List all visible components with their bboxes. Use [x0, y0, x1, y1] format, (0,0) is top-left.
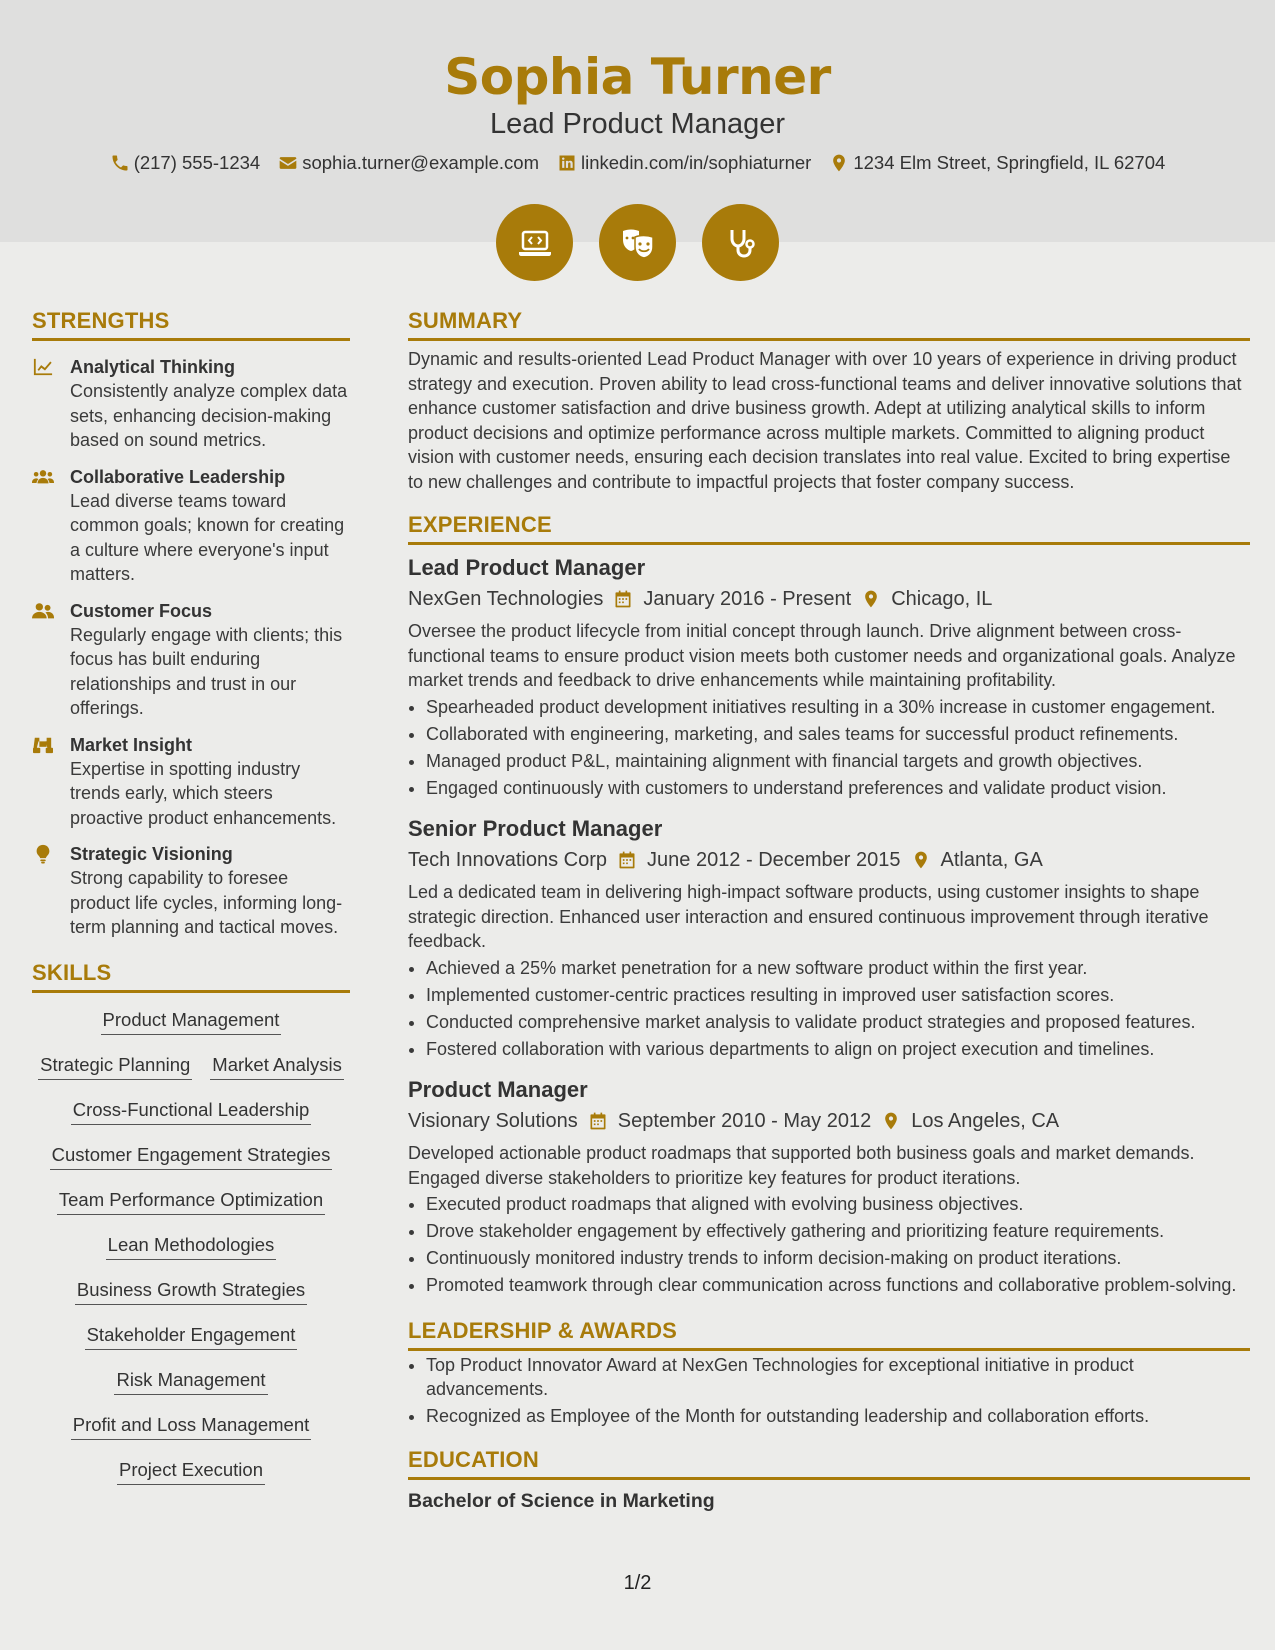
strength-desc: Consistently analyze complex data sets, enhancing decision-making based on sound metrics.	[70, 381, 348, 450]
summary-text: Dynamic and results-oriented Lead Product Manager with over 10 years of experience in driving product strategy and execution. Proven ability to lead cross-functional teams and deliver innovative solutions that enhance customer satisfaction and drive business growth. Adept at utilizing analytical skills to inform product decisions and optimize performance across multiple markets. Committed to aligning product vision with customer needs, ensuring each decision translates into real value. Excited to bring expertise to new challenges and contribute to impactful projects that foster company success.	[408, 349, 1242, 492]
job-description: Developed actionable product roadmaps that supported both business goals and market demands. Engaged diverse stakeholders to prioritize key features for product iterations.	[408, 1143, 1195, 1188]
skill-tag: Customer Engagement Strategies	[50, 1142, 333, 1170]
strength-title: Analytical Thinking	[70, 357, 236, 377]
achievement-item: • Engaged continuously with customers to understand preferences and validate product vision.	[426, 776, 1250, 801]
lightbulb-icon	[32, 844, 54, 864]
envelope-icon	[278, 153, 298, 173]
job-location: Los Angeles, CA	[911, 1109, 1060, 1132]
strength-item	[32, 599, 350, 721]
strength-desc: Lead diverse teams toward common goals; known for creating a culture where everyone's input matters.	[70, 490, 345, 584]
achievement-item: • Drove stakeholder engagement by effectively gathering and prioritizing feature requirements.	[426, 1219, 1250, 1244]
awards-heading: LEADERSHIP & AWARDS	[408, 1318, 1250, 1351]
strength-title: Market Insight	[70, 734, 193, 755]
job-meta	[408, 844, 1250, 876]
strengths-heading: STRENGTHS	[32, 308, 350, 341]
interest-badges	[0, 204, 1275, 281]
page-number: 1/2	[623, 1572, 652, 1594]
strengths-list	[32, 355, 350, 940]
contact-bar	[0, 152, 1275, 174]
job-dates: June 2012 - December 2015	[647, 848, 901, 871]
skill-tag: Stakeholder Engagement	[85, 1322, 298, 1350]
location-pin-icon	[911, 850, 931, 870]
theater-masks-icon	[618, 223, 658, 263]
job-entry	[408, 1075, 1250, 1298]
location-pin-icon	[861, 589, 881, 609]
address-text: 1234 Elm Street, Springfield, IL 62704	[853, 152, 1166, 173]
achievement-item: • Conducted comprehensive market analysis to validate product strategies and proposed features.	[426, 1010, 1250, 1035]
job-dates: January 2016 - Present	[643, 587, 852, 610]
skill-tag: Risk Management	[114, 1367, 267, 1395]
skill-tag: Market Analysis	[210, 1052, 344, 1080]
job-role: Lead Product Manager	[408, 555, 646, 580]
job-role: Product Manager	[408, 1077, 588, 1102]
education-degree: Bachelor of Science in Marketing	[408, 1489, 715, 1512]
award-item: • Top Product Innovator Award at NexGen Technologies for exceptional initiative in product advancements.	[426, 1353, 1250, 1402]
chart-line-icon	[32, 357, 54, 377]
calendar-icon	[617, 850, 637, 870]
job-description: Oversee the product lifecycle from initial concept through launch. Drive alignment between cross-functional teams to ensure product vision meets both customer needs and organizational goals. Analyze market trends and feedback to drive enhancements while maintaining profitability.	[408, 621, 1236, 690]
skill-tag: Lean Methodologies	[106, 1232, 277, 1260]
laptop-code-badge	[496, 204, 573, 281]
achievement-item: • Implemented customer-centric practices resulting in improved user satisfaction scores.	[426, 983, 1250, 1008]
achievement-item: • Managed product P&L, maintaining alignment with financial targets and growth objectives.	[426, 749, 1250, 774]
job-company: Tech Innovations Corp	[408, 848, 608, 871]
phone-text: (217) 555-1234	[133, 152, 261, 173]
job-company: NexGen Technologies	[408, 587, 604, 610]
skill-tag: Strategic Planning	[38, 1052, 192, 1080]
laptop-code-icon	[515, 223, 555, 263]
right-column	[408, 308, 1250, 1513]
job-company: Visionary Solutions	[408, 1109, 578, 1132]
strength-title: Strategic Visioning	[70, 844, 233, 864]
achievement-item: • Fostered collaboration with various departments to align on project execution and timelines.	[426, 1037, 1250, 1062]
location-pin-icon	[881, 1111, 901, 1131]
job-role: Senior Product Manager	[408, 816, 663, 841]
job-meta	[408, 583, 1250, 615]
contact-linkedin[interactable]	[557, 152, 811, 174]
strength-item	[32, 465, 350, 587]
achievement-item: • Continuously monitored industry trends to inform decision-making on product iterations.	[426, 1246, 1250, 1271]
skill-tag: Product Management	[101, 1007, 282, 1035]
contact-address	[829, 152, 1165, 174]
skill-tag: Profit and Loss Management	[71, 1412, 312, 1440]
achievement-item: • Promoted teamwork through clear communication across functions and collaborative problem-solving.	[426, 1273, 1250, 1298]
stethoscope-badge	[702, 204, 779, 281]
email-text: sophia.turner@example.com	[302, 152, 539, 173]
education-heading: EDUCATION	[408, 1447, 1250, 1480]
left-column	[32, 308, 350, 1502]
job-entry	[408, 553, 1250, 800]
binoculars-icon	[32, 735, 54, 755]
strength-desc: Strong capability to foresee product life cycles, informing long-term planning and tactical moves.	[70, 868, 343, 937]
job-achievements	[408, 1192, 1250, 1298]
calendar-icon	[613, 589, 633, 609]
strength-title: Customer Focus	[70, 600, 213, 621]
skill-tag: Business Growth Strategies	[75, 1277, 307, 1305]
candidate-title: Lead Product Manager	[489, 108, 786, 140]
theater-masks-badge	[599, 204, 676, 281]
linkedin-icon	[557, 153, 577, 173]
skills-heading: SKILLS	[32, 960, 350, 993]
experience-heading: EXPERIENCE	[408, 512, 1250, 545]
strength-desc: Expertise in spotting industry trends early, which steers proactive product enhancements.	[70, 758, 337, 828]
user-group-icon	[32, 601, 54, 621]
achievement-item: • Spearheaded product development initiatives resulting in a 30% increase in customer engagement.	[426, 695, 1250, 720]
stethoscope-icon	[721, 223, 761, 263]
award-item: • Recognized as Employee of the Month for outstanding leadership and collaboration efforts.	[426, 1404, 1250, 1429]
skill-tag: Project Execution	[117, 1457, 265, 1485]
strength-title: Collaborative Leadership	[70, 466, 286, 487]
contact-email[interactable]	[278, 152, 539, 174]
skill-tag: Cross-Functional Leadership	[71, 1097, 312, 1125]
job-location: Atlanta, GA	[940, 848, 1043, 871]
skill-tag: Team Performance Optimization	[57, 1187, 325, 1215]
calendar-icon	[588, 1111, 608, 1131]
skills-list	[32, 1007, 350, 1502]
candidate-name: Sophia Turner	[444, 48, 831, 106]
job-meta	[408, 1105, 1250, 1137]
strength-desc: Regularly engage with clients; this focus has built enduring relationships and trust in our offerings.	[70, 624, 343, 718]
location-pin-icon	[829, 153, 849, 173]
job-location: Chicago, IL	[891, 587, 993, 610]
job-dates: September 2010 - May 2012	[617, 1109, 872, 1132]
job-description: Led a dedicated team in delivering high-impact software products, using customer insights to shape strategic direction. Enhanced user interaction and ensured continuous improvement through iterative feedback.	[408, 882, 1209, 951]
users-icon	[32, 467, 54, 487]
achievement-item: • Achieved a 25% market penetration for a new software product within the first year.	[426, 956, 1250, 981]
linkedin-text: linkedin.com/in/sophiaturner	[580, 152, 812, 173]
contact-phone[interactable]	[110, 152, 261, 174]
job-achievements	[408, 695, 1250, 801]
awards-list	[408, 1353, 1250, 1429]
strength-item	[32, 733, 350, 831]
phone-icon	[110, 153, 130, 173]
strength-item	[32, 842, 350, 940]
achievement-item: • Executed product roadmaps that aligned with evolving business objectives.	[426, 1192, 1250, 1217]
summary-heading: SUMMARY	[408, 308, 1250, 341]
job-entry	[408, 814, 1250, 1061]
job-achievements	[408, 956, 1250, 1062]
achievement-item: • Collaborated with engineering, marketing, and sales teams for successful product refinements.	[426, 722, 1250, 747]
strength-item	[32, 355, 350, 453]
